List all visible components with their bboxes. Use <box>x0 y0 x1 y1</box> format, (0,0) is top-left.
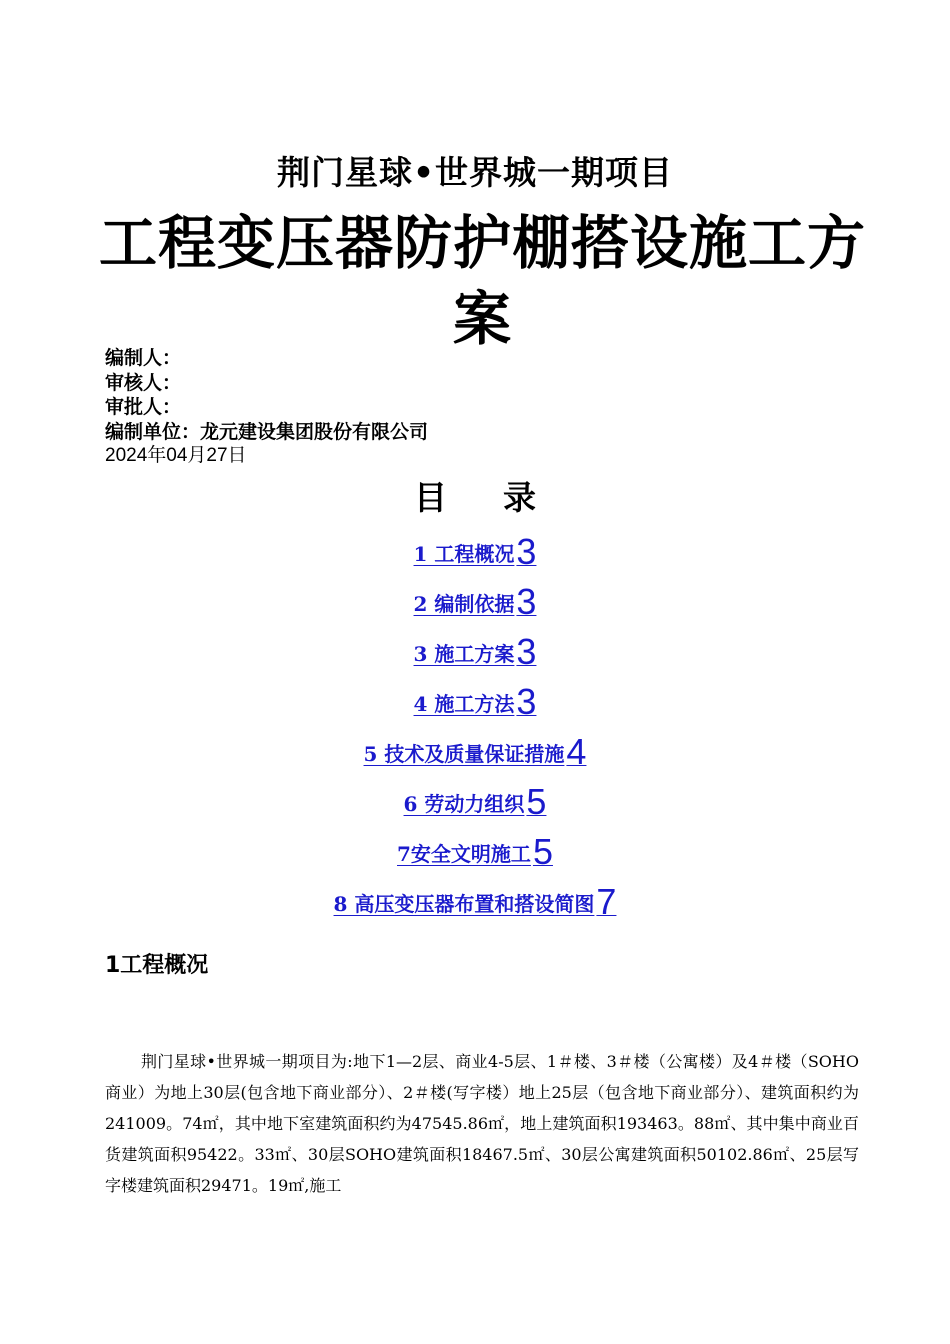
toc-page-number: 3 <box>516 631 537 672</box>
toc-link-3[interactable] <box>413 631 537 672</box>
toc-label: 3 施工方案 <box>413 642 515 666</box>
document-title: 工程变压器防护棚搭设施工方案 <box>98 209 866 353</box>
toc-label: 8 高压变压器布置和搭设简图 <box>333 892 595 916</box>
toc-entry <box>0 877 950 927</box>
toc-entry <box>0 677 950 727</box>
toc-label: 1 工程概况 <box>413 542 515 566</box>
toc-label: 6 劳动力组织 <box>403 792 525 816</box>
toc-link-7[interactable] <box>397 831 553 872</box>
toc-link-6[interactable] <box>403 781 547 822</box>
toc-page-number: 3 <box>516 531 537 572</box>
date-line: 2024年04月27日 <box>105 445 247 466</box>
toc-page-number: 3 <box>516 581 537 622</box>
toc-page-number: 4 <box>566 731 587 772</box>
toc-page-number: 7 <box>596 881 617 922</box>
toc-link-1[interactable] <box>413 531 537 572</box>
toc-entry <box>0 527 950 577</box>
toc-link-4[interactable] <box>413 681 537 722</box>
unit-line: 编制单位：龙元建设集团股份有限公司 <box>105 420 429 443</box>
toc-entry <box>0 777 950 827</box>
toc-link-2[interactable] <box>413 581 537 622</box>
toc-label: 4 施工方法 <box>413 692 515 716</box>
toc-page-number: 5 <box>532 831 553 872</box>
compiler-line: 编制人： <box>105 347 182 369</box>
toc-link-8[interactable] <box>333 881 617 922</box>
body-paragraph: 荆门星球•世界城一期项目为:地下1—2层、商业4-5层、1＃楼、3＃楼（公寓楼）及4＃楼（SOHO商业）为地上30层(包含地下商业部分）、2＃楼(写字楼）地上25层（包含地下商业部分）、建筑面积约为241009。74㎡，其中地下室建筑面积约为47545.86㎡，地上建筑面积193463。88㎡、其中集中商业百货建筑面积95422。33㎡、30层SOHO建筑面积18467.5㎡、30层公寓建筑面积50102.86㎡、25层写字楼建筑面积29471。19㎡,施工 <box>105 1052 859 1195</box>
toc-label: 5 技术及质量保证措施 <box>363 742 565 766</box>
toc-page-number: 5 <box>526 781 547 822</box>
project-subtitle: 荆门星球•世界城一期项目 <box>276 153 674 192</box>
toc-entry <box>0 577 950 627</box>
toc-page-number: 3 <box>516 681 537 722</box>
reviewer-line: 审核人： <box>105 371 182 394</box>
toc-label: 7安全文明施工 <box>397 842 531 866</box>
table-of-contents <box>0 527 950 927</box>
toc-label: 2 编制依据 <box>413 592 515 616</box>
toc-heading-left: 目 <box>414 478 447 517</box>
toc-entry <box>0 627 950 677</box>
toc-heading <box>0 476 950 520</box>
toc-entry <box>0 827 950 877</box>
document-meta <box>105 346 705 469</box>
toc-entry <box>0 727 950 777</box>
toc-link-5[interactable] <box>363 731 587 772</box>
approver-line: 审批人： <box>105 396 182 418</box>
section-heading: 1工程概况 <box>105 953 209 978</box>
toc-heading-right: 录 <box>503 478 536 517</box>
